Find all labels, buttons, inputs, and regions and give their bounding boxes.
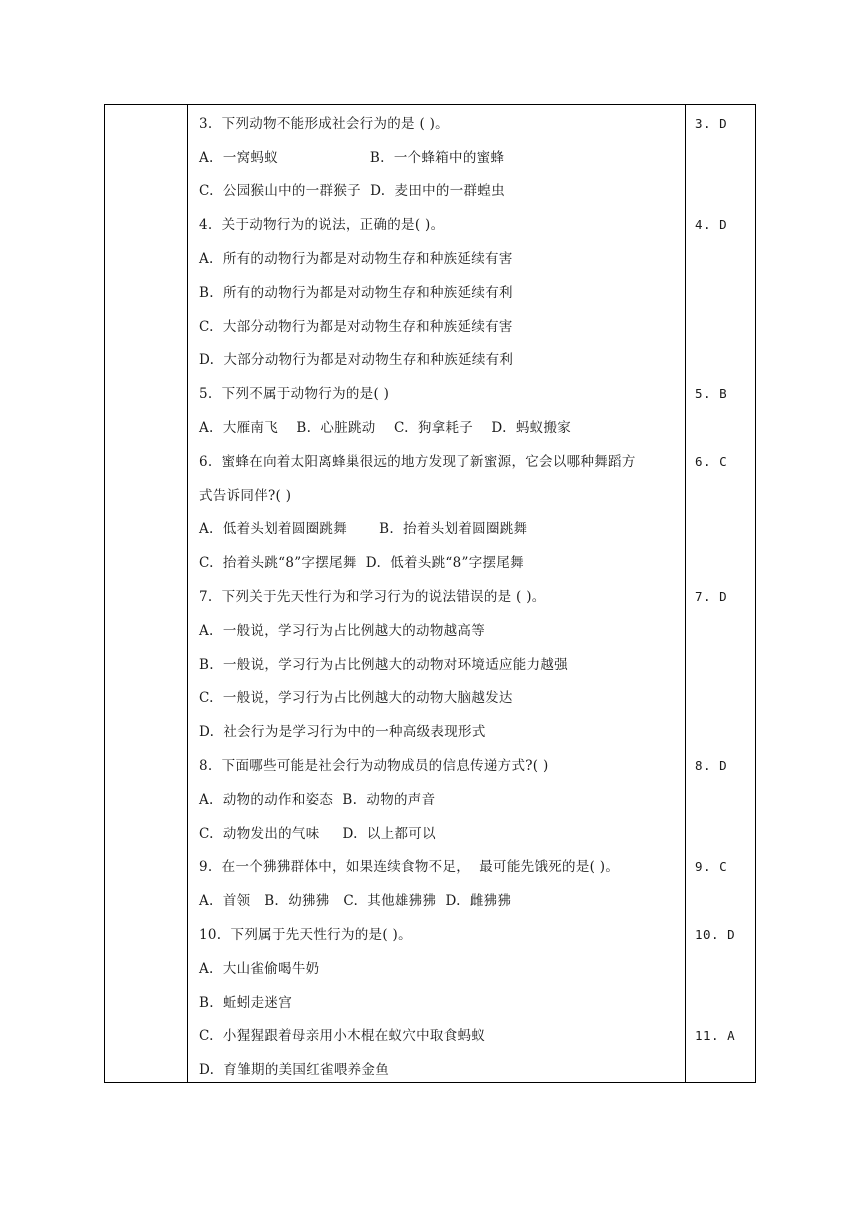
question-8-stem: 8. 下面哪些可能是社会行为动物成员的信息传递方式?( ) [199,758,549,774]
question-8-options-cd: C. 动物发出的气味 D. 以上都可以 [199,826,436,842]
column-divider-left [187,105,188,1082]
question-6-stem-line1: 6. 蜜蜂在向着太阳离蜂巢很远的地方发现了新蜜源，它会以哪种舞蹈方 [199,454,636,470]
question-4-option-b: B. 所有的动物行为都是对动物生存和种族延续有利 [199,285,513,301]
column-divider-right [685,105,686,1082]
question-10-option-a: A. 大山雀偷喝牛奶 [199,961,320,977]
answer-9: 9. C [695,859,728,874]
question-6-options-ab: A. 低着头划着圆圈跳舞 B. 抬着头划着圆圈跳舞 [199,521,528,537]
question-3-stem: 3. 下列动物不能形成社会行为的是 ( )。 [199,116,449,132]
question-6-options-cd: C. 抬着头跳“8”字摆尾舞 D. 低着头跳“8”字摆尾舞 [199,555,524,571]
question-10-option-b: B. 蚯蚓走迷宫 [199,995,292,1011]
question-3-options-cd: C. 公园猴山中的一群猴子 D. 麦田中的一群蝗虫 [199,183,505,199]
question-5-options: A. 大雁南飞 B. 心脏跳动 C. 狗拿耗子 D. 蚂蚁搬家 [199,420,572,436]
question-9-options: A. 首领 B. 幼狒狒 C. 其他雄狒狒 D. 雌狒狒 [199,893,512,909]
answer-11: 11. A [695,1028,736,1043]
question-7-option-d: D. 社会行为是学习行为中的一种高级表现形式 [199,724,486,740]
question-4-option-c: C. 大部分动物行为都是对动物生存和种族延续有害 [199,319,513,335]
question-9-stem: 9. 在一个狒狒群体中，如果连续食物不足， 最可能先饿死的是( )。 [199,859,620,875]
answer-6: 6. C [695,454,728,469]
question-10-stem: 10. 下列属于先天性行为的是( )。 [199,927,412,943]
answer-4: 4. D [695,217,728,232]
question-4-stem: 4. 关于动物行为的说法，正确的是( )。 [199,217,445,233]
answer-5: 5. B [695,386,728,401]
question-8-options-ab: A. 动物的动作和姿态 B. 动物的声音 [199,792,436,808]
question-4-option-d: D. 大部分动物行为都是对动物生存和种族延续有利 [199,352,514,368]
exercise-table [104,104,756,1083]
question-6-stem-line2: 式告诉同伴?( ) [199,488,292,504]
question-7-option-b: B. 一般说，学习行为占比例越大的动物对环境适应能力越强 [199,657,568,673]
question-10-option-c: C. 小猩猩跟着母亲用小木棍在蚁穴中取食蚂蚁 [199,1028,486,1044]
question-5-stem: 5. 下列不属于动物行为的是( ) [199,386,390,402]
question-4-option-a: A. 所有的动物行为都是对动物生存和种族延续有害 [199,251,513,267]
question-10-option-d: D. 育雏期的美国红雀喂养金鱼 [199,1062,390,1078]
question-7-stem: 7. 下列关于先天性行为和学习行为的说法错误的是 ( )。 [199,589,546,605]
answer-3: 3. D [695,116,728,131]
answer-8: 8. D [695,758,728,773]
answer-7: 7. D [695,589,728,604]
question-7-option-c: C. 一般说，学习行为占比例越大的动物大脑越发达 [199,690,513,706]
question-7-option-a: A. 一般说，学习行为占比例越大的动物越高等 [199,623,486,639]
question-3-options-ab: A. 一窝蚂蚁 B. 一个蜂箱中的蜜蜂 [199,150,505,166]
answer-10: 10. D [695,927,736,942]
